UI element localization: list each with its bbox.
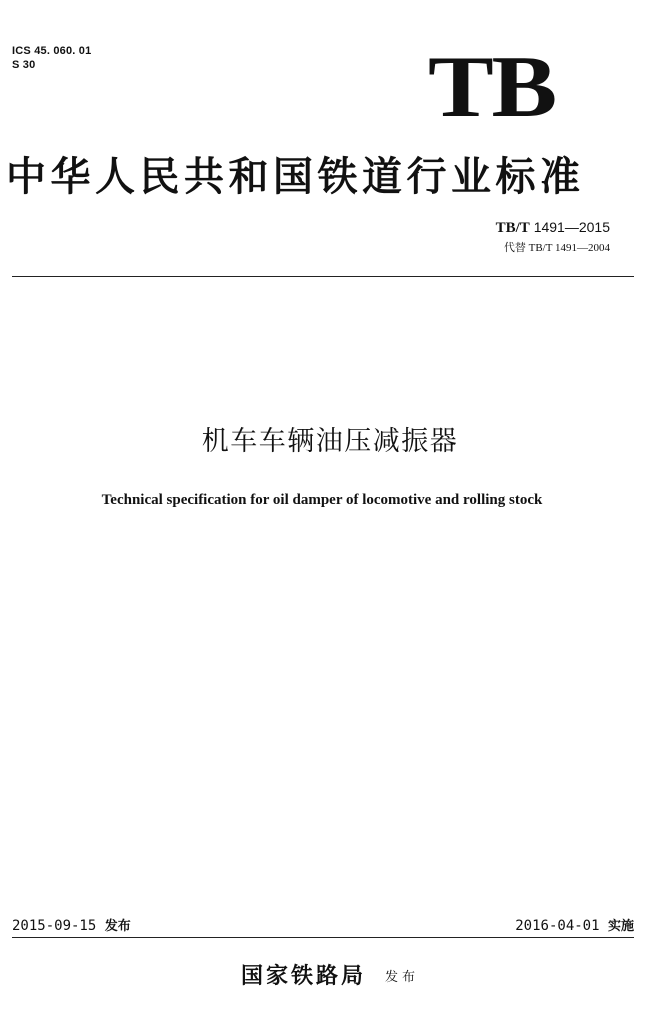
standard-number-value: 1491—2015 (533, 219, 610, 235)
top-divider (12, 276, 634, 277)
tb-logo: TB (428, 39, 555, 136)
publisher-name: 国家铁路局 (240, 963, 366, 989)
standard-number-prefix: TB/T (495, 220, 530, 236)
implement-date: 2016-04-01 (515, 918, 600, 934)
replaces-standard (504, 241, 610, 255)
bottom-divider (12, 937, 634, 938)
issue-date-block (12, 916, 131, 937)
publisher-block (0, 961, 660, 991)
issue-label: 发布 (104, 919, 131, 934)
publish-label: 发布 (385, 970, 420, 985)
standard-number (496, 218, 610, 237)
implement-date-block (515, 916, 634, 937)
classification-code: S 30 (12, 59, 36, 71)
classification-block (12, 44, 91, 72)
standard-category-title: 中华人民共和国铁道行业标准 (6, 153, 585, 200)
issue-date: 2015-09-15 (12, 918, 97, 934)
replaces-number: TB/T 1491—2004 (528, 242, 610, 254)
document-title-cn: 机车车辆油压减振器 (201, 426, 459, 457)
replaces-label: 代替 (503, 242, 526, 254)
implement-label: 实施 (607, 919, 634, 934)
ics-code: ICS 45. 060. 01 (12, 45, 92, 57)
document-title-en: Technical specification for oil damper of locomotive and rolling stock (101, 492, 543, 508)
